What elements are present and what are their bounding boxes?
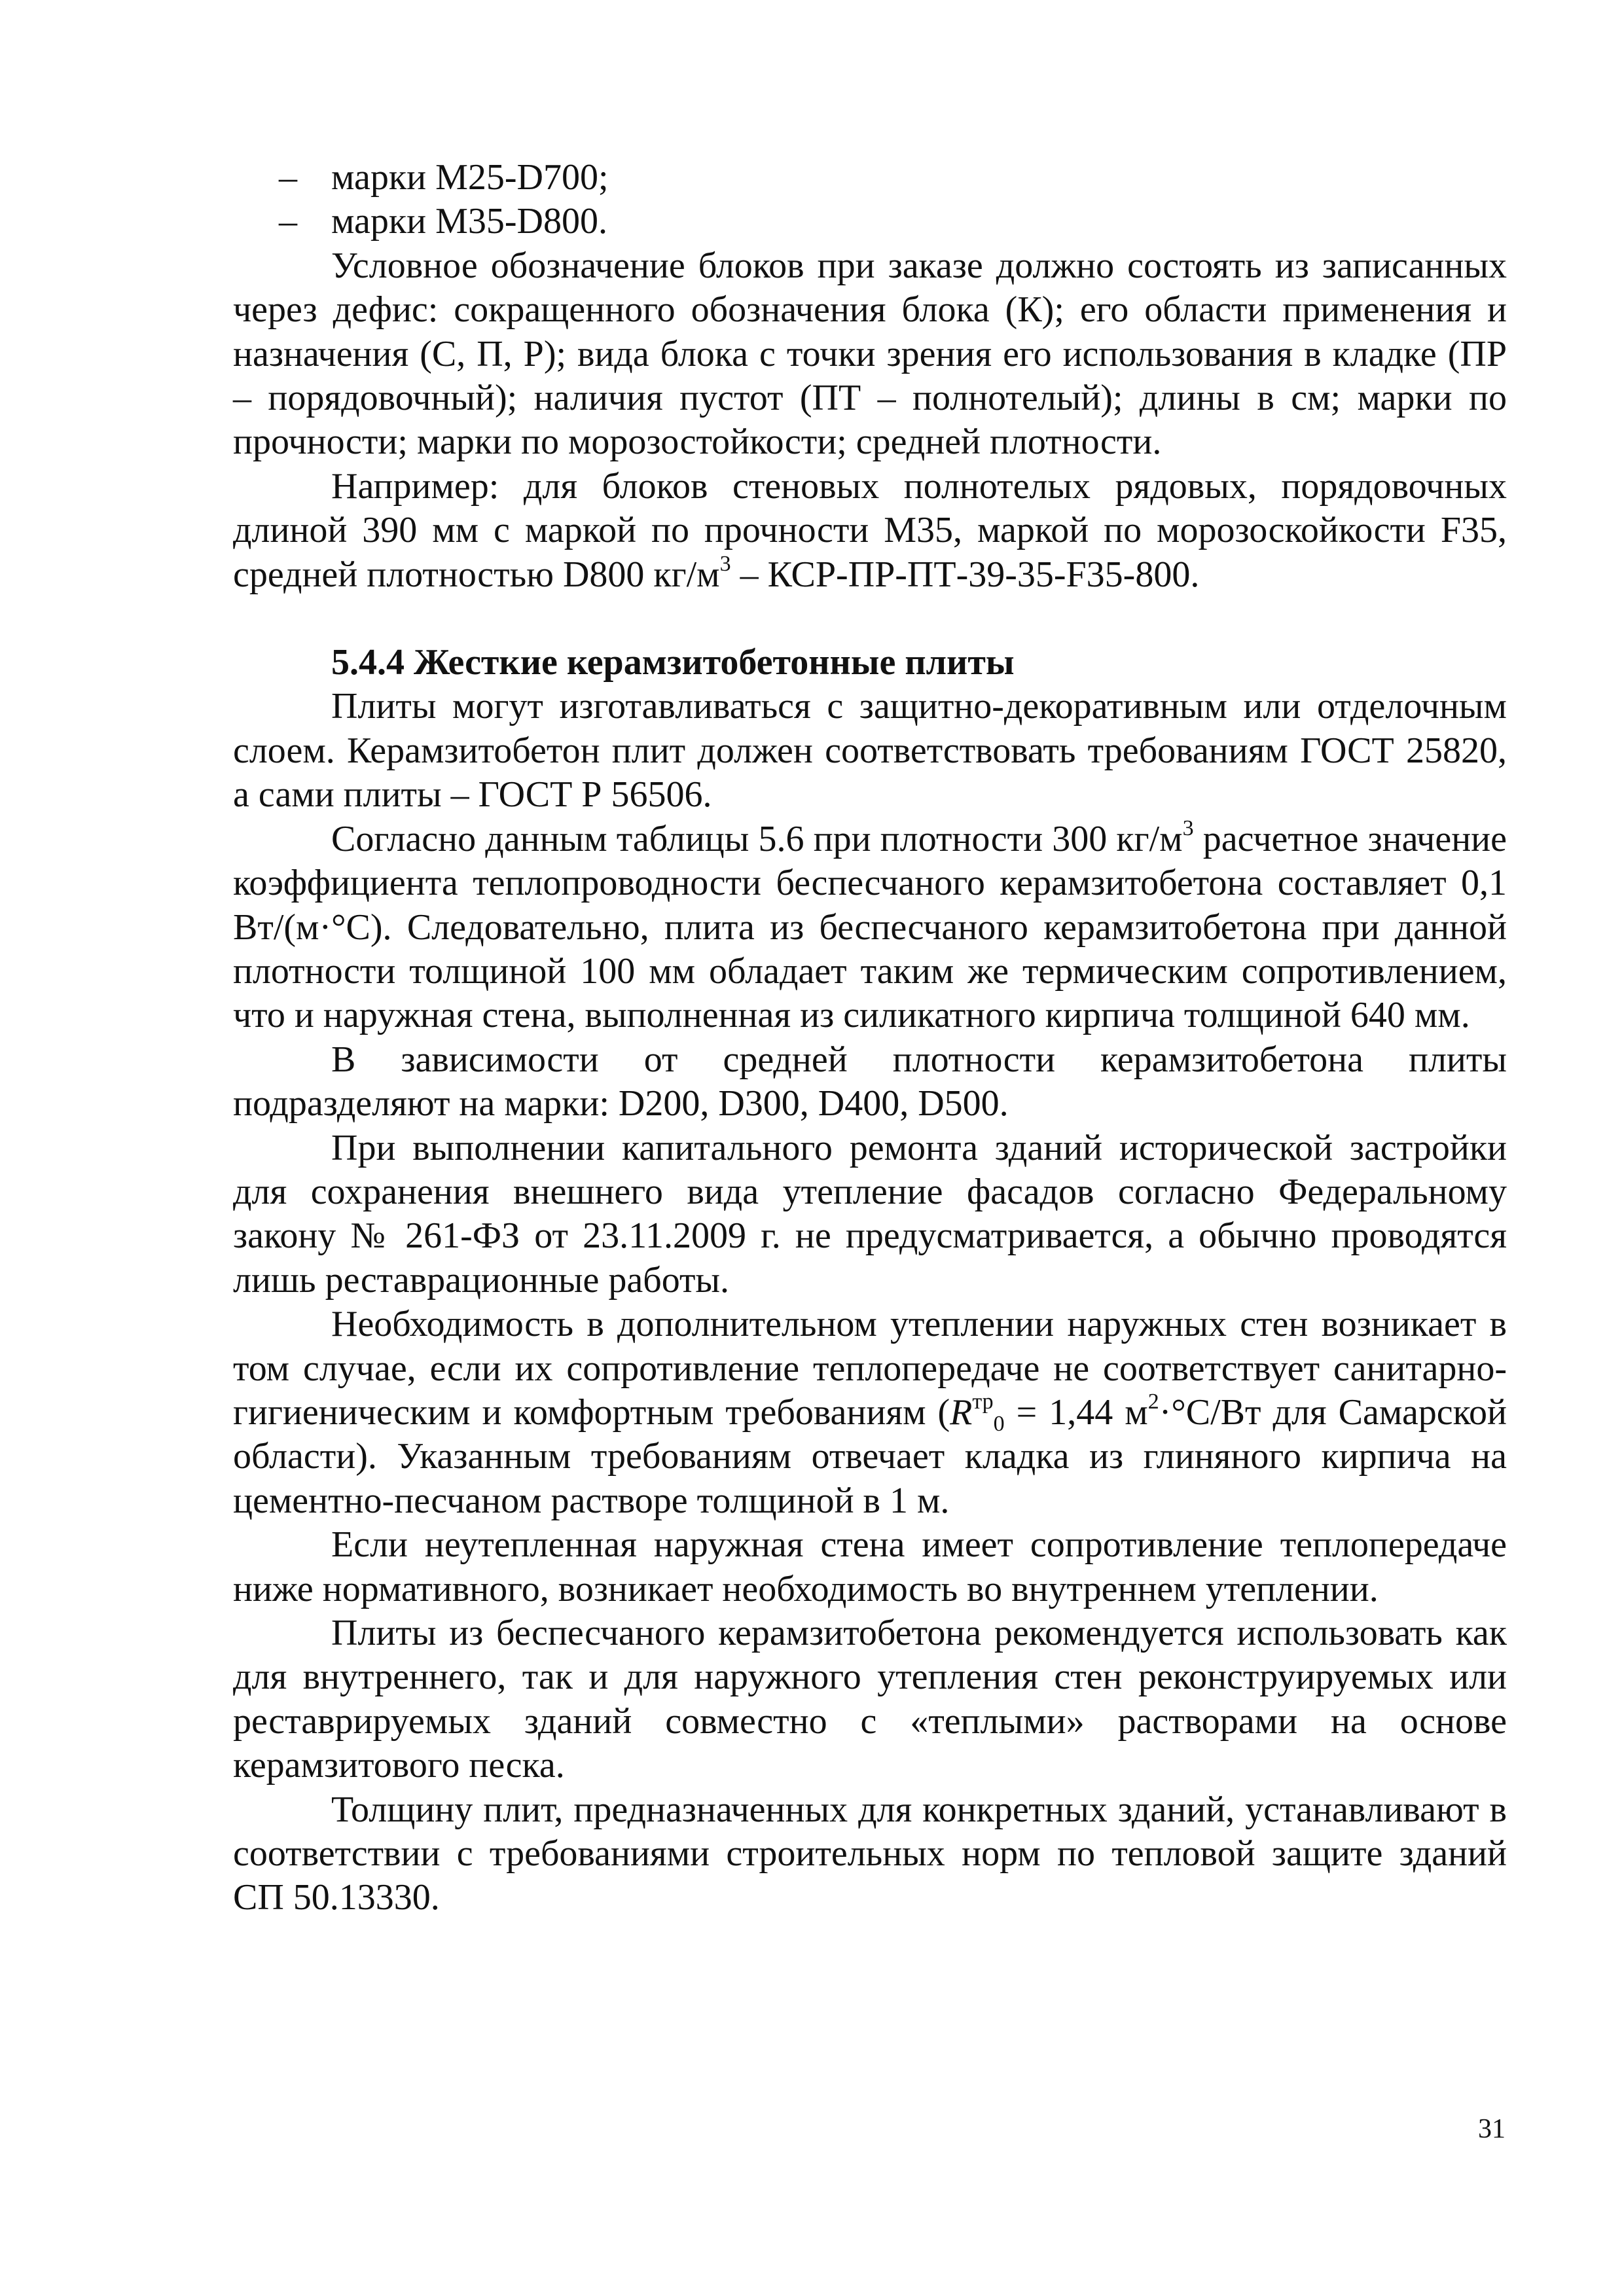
page-body (233, 156, 1507, 1920)
cube-superscript: 3 (1182, 816, 1194, 840)
cube-superscript: 3 (719, 551, 731, 576)
list-dash: – (279, 201, 297, 242)
paragraph-internal-insulation: Если неутепленная наружная стена имеет сопротивление теплопередаче ниже нормативного, возникает необходимость во внутреннем утеплении. (233, 1524, 1507, 1609)
example-text: Например: для блоков стеновых полнотелых рядовых, порядовочных длиной 390 мм с маркой по прочности М35, маркой по морозоскойкости F35, средней плотностью D800 кг/м (233, 465, 1507, 595)
insulation-text-end: ·°С/Вт для Самарской области). Указанным требованиям отвечает кладка из глиняного кирпича на цементно-песчаном растворе толщиной в 1 м. (233, 1391, 1507, 1521)
example-code: – КСР-ПР-ПТ-39-35-F35-800. (731, 554, 1200, 595)
list-item (233, 200, 1507, 243)
list-dash: – (279, 157, 297, 198)
paragraph-thermal-conductivity (233, 817, 1507, 1038)
paragraph-block-designation: Условное обозначение блоков при заказе должно состоять из записанных через дефис: сокращенного обозначения блока (К); его области применения и назначения (С, П, Р); вида блока с точки зрения его использования в кладке (ПР – порядовочный); наличия пустот (ПТ – полнотелый); длины в см; марки по прочности; марки по морозостойкости; средней плотности. (233, 245, 1507, 463)
paragraph-plate-thickness: Толщину плит, предназначенных для конкретных зданий, устанавливают в соответствии с требованиями строительных норм по тепловой защите зданий СП 50.13330. (233, 1789, 1507, 1918)
page-number: 31 (1478, 2114, 1506, 2144)
list-item (233, 156, 1507, 200)
thermal-text-start: Согласно данным таблицы 5.6 при плотности 300 кг/м (331, 818, 1183, 859)
resistance-value: = 1,44 м (1004, 1391, 1148, 1433)
thermal-text-end: расчетное значение коэффициента теплопроводности беспесчаного керамзитобетона составляет 0,1 Вт/(м·°С). Следовательно, плита из беспесчаного керамзитобетона при данной плотности толщиной 100 мм обладает таким же термическим сопротивлением, что и наружная стена, выполненная из силикатного кирпича толщиной 640 мм. (233, 818, 1507, 1036)
paragraph-plate-usage: Плиты из беспесчаного керамзитобетона рекомендуется использовать как для внутреннего, так и для наружного утепления стен реконструируемых или реставрируемых зданий совместно с «теплыми» растворами на основе керамзитового песка. (233, 1613, 1507, 1786)
resistance-superscript: тр (972, 1389, 994, 1414)
paragraph-historic-buildings: При выполнении капитального ремонта зданий исторической застройки для сохранения внешнего вида утепление фасадов согласно Федеральному закону № 261-ФЗ от 23.11.2009 г. не предусматривается, а обычно проводятся лишь реставрационные работы. (233, 1127, 1507, 1300)
paragraph-example (233, 465, 1507, 597)
section-heading: 5.4.4 Жесткие керамзитобетонные плиты (331, 642, 1015, 683)
paragraph-plates-layer: Плиты могут изготавливаться с защитно-декоративным или отделочным слоем. Керамзитобетон плит должен соответствовать требованиям ГОСТ 25820, а сами плиты – ГОСТ Р 56506. (233, 686, 1507, 816)
square-superscript: 2 (1147, 1389, 1159, 1414)
list-item-text: марки М35-D800. (331, 201, 607, 242)
paragraph-density-grades: В зависимости от средней плотности керамзитобетона плиты подразделяют на марки: D200, D300, D400, D500. (233, 1039, 1507, 1124)
paragraph-insulation-need (233, 1302, 1507, 1523)
insulation-text-start: Необходимость в дополнительном утеплении наружных стен возникает в том случае, если их сопротивление теплопередаче не соответствует санитарно-гигиеническим и комфортным требованиям ( (233, 1304, 1507, 1433)
resistance-subscript: 0 (993, 1411, 1005, 1436)
list-item-text: марки М25-D700; (331, 157, 609, 198)
resistance-symbol: R (950, 1391, 973, 1433)
